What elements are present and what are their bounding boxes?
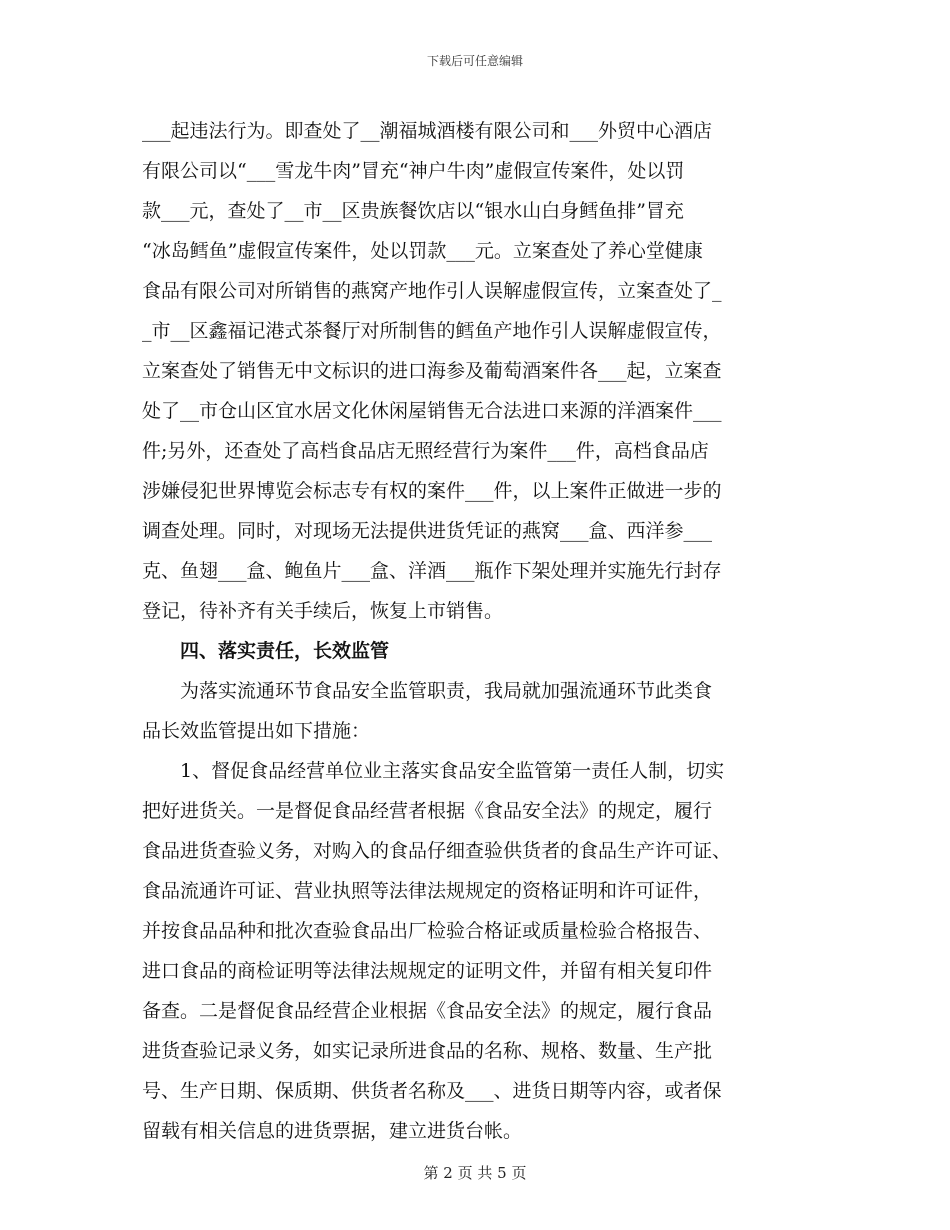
body-line: 进货查验记录义务，如实记录所进食品的名称、规格、数量、生产批 [142, 1040, 713, 1062]
body-line: 品长效监管提出如下措施： [142, 720, 371, 742]
body-line: 调查处理。同时，对现场无法提供进货凭证的燕窝___盒、西洋参___ [142, 520, 713, 542]
body-line: 留载有相关信息的进货票据，建立进货台帐。 [142, 1120, 523, 1142]
page-header: 下载后可任意编辑 [426, 54, 523, 68]
document-body [142, 116, 804, 1156]
body-line: 件;另外，还查处了高档食品店无照经营行为案件___件，高档食品店 [142, 440, 709, 462]
body-line: 登记，待补齐有关手续后，恢复上市销售。 [142, 600, 504, 622]
body-line: 1、督促食品经营单位业主落实食品安全监管第一责任人制，切实 [180, 760, 725, 782]
body-line: 把好进货关。一是督促食品经营者根据《食品安全法》的规定，履行 [142, 800, 713, 822]
body-line: 食品有限公司对所销售的燕窝产地作引人误解虚假宣传，立案查处了_ [142, 280, 722, 302]
body-line: 食品进货查验义务，对购入的食品仔细查验供货者的食品生产许可证、 [142, 840, 732, 862]
body-line: 为落实流通环节食品安全监管职责，我局就加强流通环节此类食 [180, 680, 713, 702]
section-heading: 四、落实责任，长效监管 [180, 640, 390, 662]
body-line: ___起违法行为。即查处了__潮福城酒楼有限公司和___外贸中心酒店 [142, 120, 713, 142]
body-line: 进口食品的商检证明等法律法规规定的证明文件，并留有相关复印件 [142, 960, 713, 982]
body-line: 处了__市仓山区宜水居文化休闲屋销售无合法进口来源的洋酒案件___ [142, 400, 722, 422]
body-line: 款___元，查处了__市__区贵族餐饮店以“银水山白身鳕鱼排”冒充 [142, 200, 684, 222]
body-line: 号、生产日期、保质期、供货者名称及___、进货日期等内容，或者保 [142, 1080, 722, 1102]
body-line: 涉嫌侵犯世界博览会标志专有权的案件___件，以上案件正做进一步的 [142, 480, 722, 502]
body-line: 立案查处了销售无中文标识的进口海参及葡萄酒案件各___起，立案查 [142, 360, 722, 382]
body-line: 备查。二是督促食品经营企业根据《食品安全法》的规定，履行食品 [142, 1000, 713, 1022]
body-line: 食品流通许可证、营业执照等法律法规规定的资格证明和许可证件， [142, 880, 713, 902]
body-line: 有限公司以“___雪龙牛肉”冒充“神户牛肉”虚假宣传案件，处以罚 [142, 160, 685, 182]
body-line: “冰岛鳕鱼”虚假宣传案件，处以罚款___元。立案查处了养心堂健康 [142, 240, 703, 262]
body-line: 并按食品品种和批次查验食品出厂检验合格证或质量检验合格报告、 [142, 920, 713, 942]
page-number-footer: 第 2 页 共 5 页 [423, 1164, 527, 1182]
body-line: _市__区鑫福记港式茶餐厅对所制售的鳕鱼产地作引人误解虚假宣传， [142, 320, 722, 342]
body-line: 克、鱼翅___盒、鲍鱼片___盒、洋酒___瓶作下架处理并实施先行封存 [142, 560, 722, 582]
